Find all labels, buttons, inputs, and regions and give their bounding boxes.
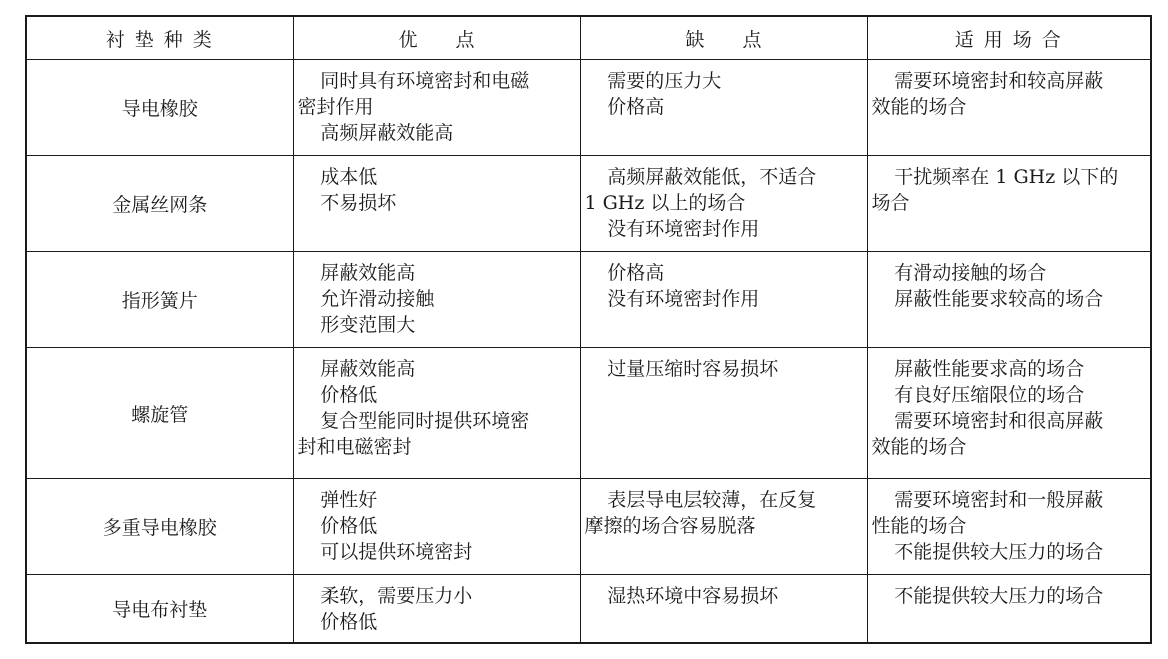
gasket-type-name: 指形簧片 [26, 252, 293, 348]
advantages-cell [293, 575, 580, 643]
cell-text-line: 高频屏蔽效能高 [320, 122, 454, 144]
cell-text-line: 摩擦的场合容易脱落 [584, 515, 756, 537]
cell-text-line: 效能的场合 [871, 96, 967, 118]
cell-text-line: 封和电磁密封 [297, 436, 412, 458]
cell-text-line: 效能的场合 [871, 436, 967, 458]
disadvantages-cell [580, 575, 867, 643]
advantages-cell [293, 60, 580, 156]
applications-cell [867, 156, 1151, 252]
header-gasket-type: 衬 垫 种 类 [26, 16, 293, 60]
disadvantages-cell [580, 252, 867, 348]
table-header-row [26, 16, 1151, 60]
header-disadvantages: 缺 点 [580, 16, 867, 60]
cell-text-line: 需要环境密封和一般屏蔽 [894, 489, 1104, 511]
gasket-type-name: 导电橡胶 [26, 60, 293, 156]
cell-text-line: 成本低 [320, 166, 378, 188]
cell-text-line: 密封作用 [297, 96, 374, 118]
gasket-comparison-table [25, 15, 1152, 644]
advantages-cell [293, 479, 580, 575]
cell-text-line: 屏蔽性能要求高的场合 [894, 358, 1085, 380]
disadvantages-cell [580, 348, 867, 479]
cell-text-line: 湿热环境中容易损坏 [607, 585, 779, 607]
cell-text-line: 价格低 [320, 515, 378, 537]
gasket-type-name: 金属丝网条 [26, 156, 293, 252]
cell-text-line: 价格高 [607, 96, 665, 118]
cell-text-line: 不能提供较大压力的场合 [894, 585, 1104, 607]
cell-text-line: 需要的压力大 [607, 70, 722, 92]
table-row [26, 575, 1151, 643]
cell-text-line: 柔软，需要压力小 [320, 585, 473, 607]
cell-text-line: 屏蔽效能高 [320, 262, 416, 284]
cell-text-line: 干扰频率在 1 GHz 以下的 [894, 166, 1119, 188]
table-body [26, 60, 1151, 643]
cell-text-line: 屏蔽性能要求较高的场合 [894, 288, 1104, 310]
disadvantages-cell [580, 60, 867, 156]
cell-text-line: 1 GHz 以上的场合 [584, 192, 746, 214]
cell-text-line: 价格低 [320, 384, 378, 406]
cell-text-line: 形变范围大 [320, 314, 416, 336]
applications-cell [867, 60, 1151, 156]
cell-text-line: 价格高 [607, 262, 665, 284]
table-row [26, 60, 1151, 156]
cell-text-line: 需要环境密封和很高屏蔽 [894, 410, 1104, 432]
disadvantages-cell [580, 479, 867, 575]
table-row [26, 156, 1151, 252]
cell-text-line: 弹性好 [320, 489, 378, 511]
cell-text-line: 有良好压缩限位的场合 [894, 384, 1085, 406]
applications-cell [867, 348, 1151, 479]
cell-text-line: 价格低 [320, 611, 378, 633]
cell-text-line: 不易损坏 [320, 192, 397, 214]
cell-text-line: 不能提供较大压力的场合 [894, 541, 1104, 563]
cell-text-line: 屏蔽效能高 [320, 358, 416, 380]
cell-text-line: 性能的场合 [871, 515, 967, 537]
gasket-type-name: 多重导电橡胶 [26, 479, 293, 575]
cell-text-line: 高频屏蔽效能低，不适合 [607, 166, 817, 188]
applications-cell [867, 575, 1151, 643]
cell-text-line: 允许滑动接触 [320, 288, 435, 310]
cell-text-line: 需要环境密封和较高屏蔽 [894, 70, 1104, 92]
cell-text-line: 同时具有环境密封和电磁 [320, 70, 530, 92]
table-row [26, 252, 1151, 348]
cell-text-line: 没有环境密封作用 [607, 288, 760, 310]
cell-text-line: 场合 [871, 192, 910, 214]
gasket-type-name: 螺旋管 [26, 348, 293, 479]
gasket-type-name: 导电布衬垫 [26, 575, 293, 643]
header-advantages: 优 点 [293, 16, 580, 60]
applications-cell [867, 252, 1151, 348]
header-applications: 适 用 场 合 [867, 16, 1151, 60]
table-row [26, 348, 1151, 479]
disadvantages-cell [580, 156, 867, 252]
applications-cell [867, 479, 1151, 575]
cell-text-line: 可以提供环境密封 [320, 541, 473, 563]
advantages-cell [293, 156, 580, 252]
cell-text-line: 复合型能同时提供环境密 [320, 410, 530, 432]
cell-text-line: 有滑动接触的场合 [894, 262, 1047, 284]
advantages-cell [293, 252, 580, 348]
advantages-cell [293, 348, 580, 479]
cell-text-line: 表层导电层较薄，在反复 [607, 489, 817, 511]
cell-text-line: 过量压缩时容易损坏 [607, 358, 779, 380]
table-row [26, 479, 1151, 575]
cell-text-line: 没有环境密封作用 [607, 218, 760, 240]
